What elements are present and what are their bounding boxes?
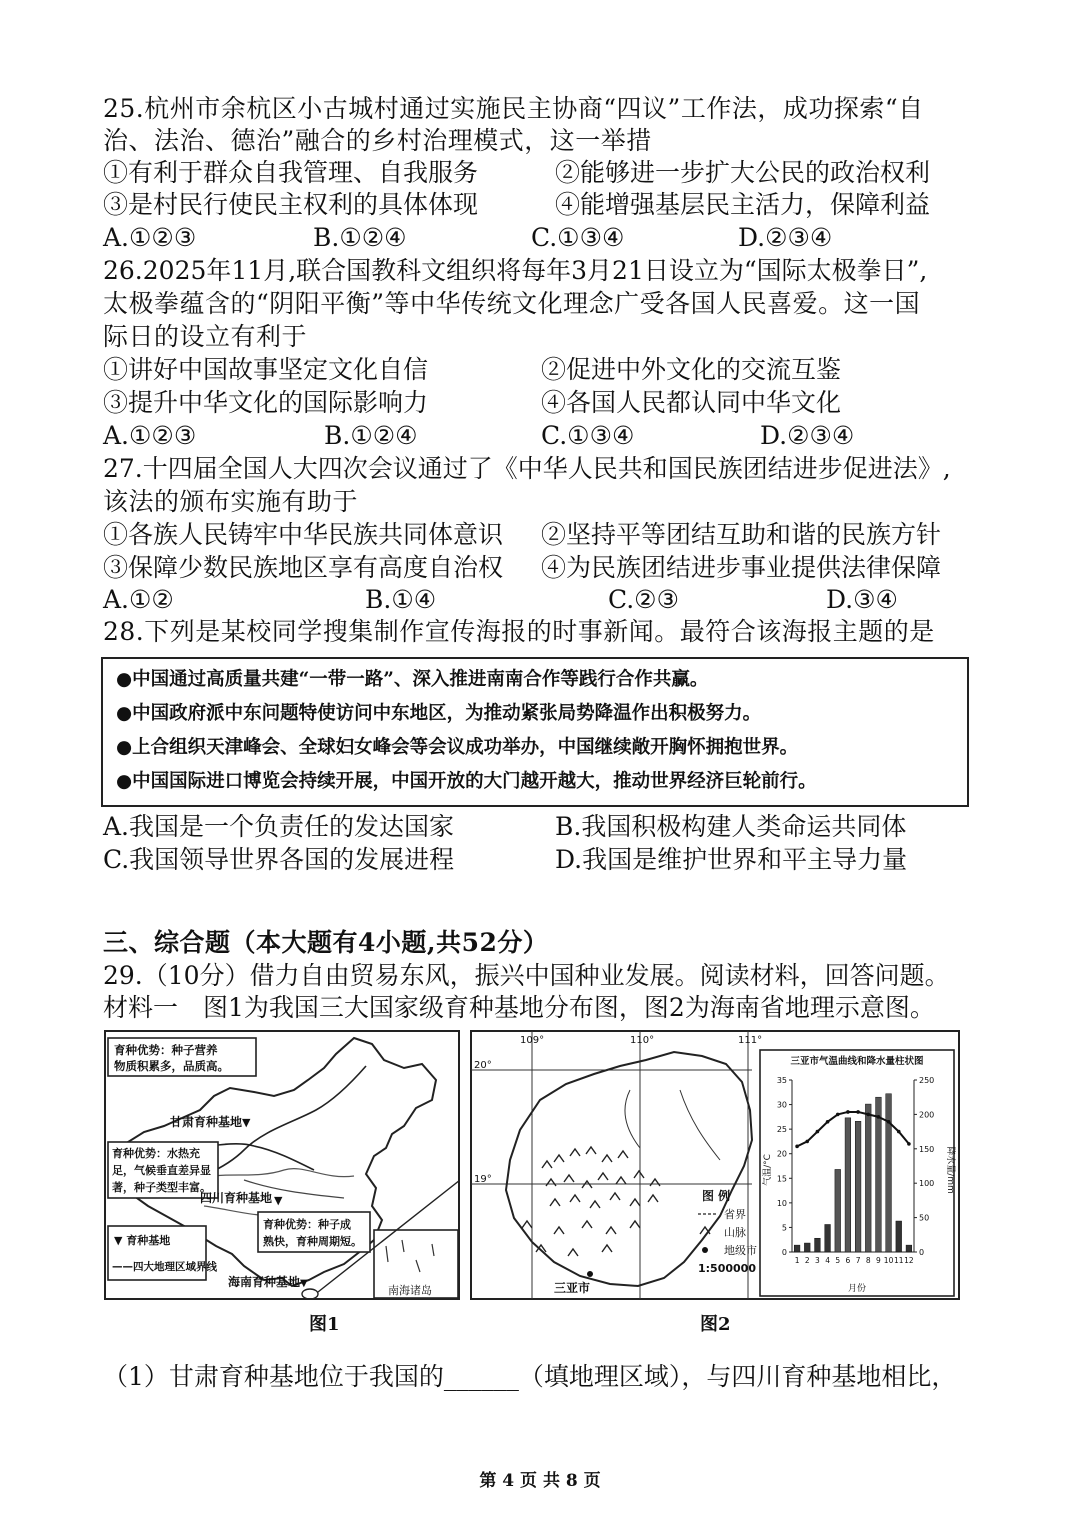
q29-sub1: （1）甘肃育种基地位于我国的______（填地理区域），与四川育种基地相比， <box>103 1362 957 1391</box>
q25-choice-b: B.①②④ <box>313 223 407 252</box>
q27-stem-line1: 27.十四届全国人大四次会议通过了《中华人民共和国民族团结进步促进法》, <box>103 454 951 483</box>
legend-title: 图 例 <box>702 1189 731 1203</box>
lon-110: 110° <box>630 1035 655 1046</box>
temperature-point <box>866 1113 870 1117</box>
south-sea-label: 南海诸岛 <box>388 1284 432 1297</box>
y-left-tick-label: 35 <box>776 1076 787 1085</box>
y-right-tick-label: 150 <box>919 1144 935 1154</box>
q25-statement-2: ②能够进一步扩大公民的政治权利 <box>555 158 931 187</box>
q28-choice-b: B.我国积极构建人类命运共同体 <box>555 812 907 841</box>
q28-choice-c: C.我国领导世界各国的发展进程 <box>103 845 455 874</box>
month-tick-label: 11 <box>893 1256 904 1265</box>
q26-choice-c: C.①③④ <box>541 421 635 450</box>
q27-stem-line2: 该法的颁布实施有助于 <box>103 487 359 516</box>
precip-bar <box>865 1104 871 1252</box>
q27-statement-2: ②坚持平等团结互助和谐的民族方针 <box>541 520 942 549</box>
news-item-3: ●上合组织天津峰会、全球妇女峰会等会议成功举办，中国继续敞开胸怀拥抱世界。 <box>116 737 799 758</box>
y-left-label: 气温/°C <box>763 1154 773 1186</box>
temperature-point <box>897 1130 901 1134</box>
y-right-tick-label: 50 <box>919 1213 930 1223</box>
legend-mountain: 山脉 <box>724 1226 746 1239</box>
news-item-2: ●中国政府派中东问题特使访问中东地区，为推动紧张局势降温作出积极努力。 <box>116 703 762 724</box>
precip-bar <box>896 1221 902 1252</box>
y-left-tick-label: 25 <box>776 1125 787 1135</box>
precip-bar <box>845 1118 851 1252</box>
q25-choice-c: C.①③④ <box>531 223 625 252</box>
hainan-base-label: 海南育种基地 <box>228 1275 301 1289</box>
y-left-tick-label: 5 <box>781 1223 787 1233</box>
y-left-tick-label: 20 <box>776 1149 787 1159</box>
precip-bar <box>835 1169 841 1252</box>
x-axis-label: 月份 <box>847 1284 867 1294</box>
y-right-tick-label: 250 <box>919 1076 935 1085</box>
hainan-adv-line1: 育种优势：种子成 <box>263 1218 351 1231</box>
lat-19: 19° <box>474 1174 492 1185</box>
temperature-point <box>907 1142 911 1146</box>
q28-choice-d: D.我国是维护世界和平主导力量 <box>555 845 908 874</box>
temperature-point <box>846 1110 850 1114</box>
temperature-point <box>795 1145 799 1149</box>
q26-statement-2: ②促进中外文化的交流互鉴 <box>541 355 842 384</box>
legend-city-icon <box>702 1247 708 1253</box>
month-tick-label: 10 <box>883 1256 894 1265</box>
precip-bar <box>815 1238 821 1252</box>
figure-1-caption: 图1 <box>309 1314 340 1335</box>
gansu-marker-icon: ▼ <box>242 1116 251 1129</box>
news-item-1: ●中国通过高质量共建“一带一路”、深入推进南南合作等践行合作共赢。 <box>116 669 709 690</box>
q27-statement-4: ④为民族团结进步事业提供法律保障 <box>541 553 942 582</box>
q26-choice-a: A.①②③ <box>103 421 197 450</box>
q29-stem-line2: 材料一 图1为我国三大国家级育种基地分布图，图2为海南省地理示意图。 <box>103 993 935 1022</box>
gansu-adv-line1: 育种优势：种子营养 <box>114 1043 218 1057</box>
page-footer: 第 4 页 共 8 页 <box>479 1471 601 1491</box>
y-left-tick-label: 15 <box>776 1174 787 1184</box>
sanya-marker-icon <box>587 1271 593 1277</box>
q27-statement-3: ③保障少数民族地区享有高度自治权 <box>103 553 504 582</box>
lon-111: 111° <box>738 1035 763 1046</box>
q25-stem-line1: 25.杭州市余杭区小古城村通过实施民主协商“四议”工作法，成功探索“自 <box>103 94 924 123</box>
q25-statement-4: ④能增强基层民主活力，保障利益 <box>555 190 931 219</box>
precip-bar <box>855 1121 861 1252</box>
temperature-point <box>836 1113 840 1117</box>
lat-20: 20° <box>474 1060 492 1071</box>
month-tick-label: 6 <box>845 1256 851 1265</box>
q26-stem-line1: 26.2025年11月,联合国教科文组织将每年3月21日设立为“国际太极拳日”, <box>103 256 928 285</box>
temperature-point <box>826 1120 830 1124</box>
q27-choice-c: C.②③ <box>608 585 680 614</box>
q25-choice-d: D.②③④ <box>738 223 833 252</box>
precip-bar <box>876 1097 882 1252</box>
gansu-base-label: 甘肃育种基地 <box>170 1115 243 1129</box>
map-scale: 1:500000 <box>698 1262 756 1275</box>
temperature-point <box>805 1140 809 1144</box>
sichuan-adv-line3: 著，种子类型丰富。 <box>112 1181 211 1194</box>
temperature-point <box>816 1130 820 1134</box>
month-tick-label: 1 <box>794 1256 800 1265</box>
month-tick-label: 4 <box>825 1256 830 1265</box>
section-heading: 三、综合题（本大题有4小题,共52分） <box>103 928 549 957</box>
q25-stem-line2: 治、法治、德治”融合的乡村治理模式，这一举措 <box>103 126 652 155</box>
q26-statement-1: ①讲好中国故事坚定文化自信 <box>103 355 429 384</box>
q26-stem-line3: 际日的设立有利于 <box>103 322 308 351</box>
temperature-point <box>856 1110 860 1114</box>
y-left-tick-label: 10 <box>776 1198 787 1208</box>
month-tick-label: 5 <box>835 1256 841 1265</box>
y-left-tick-label: 30 <box>776 1100 787 1110</box>
lon-109: 109° <box>520 1035 545 1046</box>
q29-stem-line1: 29.（10分）借力自由贸易东风，振兴中国种业发展。阅读材料，回答问题。 <box>103 961 950 990</box>
month-tick-label: 12 <box>904 1256 914 1265</box>
precip-bar <box>804 1243 810 1252</box>
month-tick-label: 9 <box>876 1256 881 1265</box>
legend-region-boundary: ——四大地理区域界线 <box>112 1261 217 1273</box>
q25-statement-3: ③是村民行使民主权利的具体体现 <box>103 190 479 219</box>
month-tick-label: 3 <box>815 1256 820 1265</box>
month-tick-label: 8 <box>865 1256 871 1265</box>
hainan-adv-line2: 熟快，育种周期短。 <box>263 1235 362 1248</box>
figure-2-map <box>470 1030 960 1300</box>
legend-city: 地级市 <box>724 1244 757 1257</box>
q28-choice-a: A.我国是一个负责任的发达国家 <box>103 812 455 841</box>
q26-choice-d: D.②③④ <box>760 421 855 450</box>
news-item-4: ●中国国际进口博览会持续开展，中国开放的大门越开越大，推动世界经济巨轮前行。 <box>116 771 817 792</box>
sanya-label: 三亚市 <box>554 1281 591 1295</box>
q28-stem: 28.下列是某校同学搜集制作宣传海报的时事新闻。最符合该海报主题的是 <box>103 617 935 646</box>
q27-choice-a: A.①② <box>103 585 174 614</box>
y-right-tick-label: 0 <box>919 1248 925 1257</box>
figure-2-caption: 图2 <box>700 1314 731 1335</box>
sichuan-marker-icon: ▼ <box>274 1194 283 1207</box>
y-right-tick-label: 200 <box>919 1110 935 1120</box>
precip-bar <box>794 1245 800 1252</box>
month-tick-label: 2 <box>804 1256 810 1265</box>
q25-choice-a: A.①②③ <box>103 223 197 252</box>
y-right-label: 降水量/mm <box>945 1146 955 1194</box>
precip-bar <box>825 1224 831 1252</box>
legend-border: 省界 <box>724 1208 746 1221</box>
q26-stem-line2: 太极拳蕴含的“阴阳平衡”等中华传统文化理念广受各国人民喜爱。这一国 <box>103 289 921 318</box>
temperature-point <box>887 1120 891 1124</box>
precip-bar <box>906 1245 912 1252</box>
legend-breeding-base: ▼ 育种基地 <box>114 1234 171 1247</box>
q26-choice-b: B.①②④ <box>324 421 418 450</box>
precip-bar <box>886 1094 892 1252</box>
q27-choice-b: B.①④ <box>365 585 437 614</box>
q27-choice-d: D.③④ <box>826 585 898 614</box>
q27-statement-1: ①各族人民铸牢中华民族共同体意识 <box>103 520 504 549</box>
sichuan-adv-line1: 育种优势：水热充 <box>112 1147 200 1160</box>
sichuan-adv-line2: 足，气候垂直差异显 <box>112 1164 211 1177</box>
climate-chart-title: 三亚市气温曲线和降水量柱状图 <box>790 1056 924 1067</box>
q26-statement-3: ③提升中华文化的国际影响力 <box>103 388 429 417</box>
q26-statement-4: ④各国人民都认同中华文化 <box>541 388 842 417</box>
hainan-marker-icon: ▼ <box>300 1278 308 1289</box>
temperature-point <box>877 1115 881 1119</box>
month-tick-label: 7 <box>855 1256 861 1265</box>
figure-1-map <box>104 1030 460 1300</box>
sichuan-base-label: 四川育种基地 <box>200 1191 273 1205</box>
y-right-tick-label: 100 <box>919 1179 935 1189</box>
q25-statement-1: ①有利于群众自我管理、自我服务 <box>103 158 479 187</box>
y-left-tick-label: 0 <box>781 1248 787 1257</box>
gansu-adv-line2: 物质积累多，品质高。 <box>114 1059 229 1073</box>
